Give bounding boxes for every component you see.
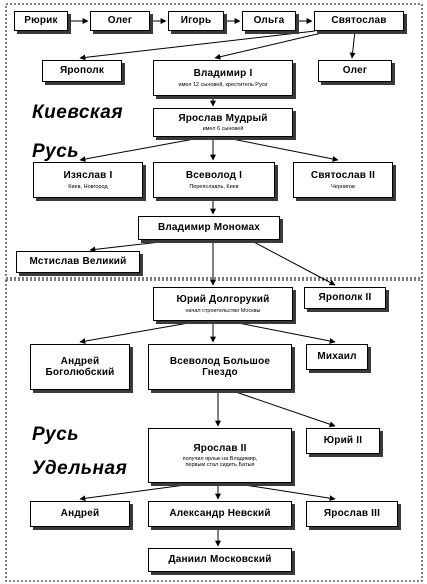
ruler-yaropolk-2 [304,287,386,309]
ruler-mstislav [16,251,140,273]
arrow-yaroslav-izyaslav [80,137,205,160]
ruler-vsevolod-1 [153,162,275,198]
ruler-yaroslav-mudry [153,108,293,137]
ruler-rurik [14,11,68,31]
ruler-oleg-2 [318,60,392,82]
ruler-name: Всеволод Большое Гнездо [169,355,271,378]
ruler-oleg [90,11,150,31]
ruler-aleksandr-nevsky [148,501,292,527]
ruler-note: начал строительство Москвы [185,307,261,314]
ruler-name: Ярополк [59,65,105,77]
ruler-igor [168,11,224,31]
ruler-name: Юрий II [323,435,363,447]
arrow-yaroslav2-yaroslav3 [232,483,335,499]
ruler-note: Переяславль, Киев [189,183,239,190]
ruler-name: Рюрик [24,15,58,27]
ruler-name: Олег [107,15,133,27]
ruler-name: Михаил [317,351,357,363]
ruler-name: Святослав [331,15,387,27]
ruler-andrey [30,501,130,527]
ruler-name: Ярослав III [323,508,381,520]
ruler-andrey-bogolyubsky [30,344,130,390]
ruler-svyatoslav [314,11,404,31]
arrow-dolgoruky-mikhail [228,321,335,342]
arrow-svyatoslav-yaropolk [80,31,315,58]
arrow-vsevolod-bg-yuri2 [230,390,335,426]
ruler-name: Святослав II [310,170,376,182]
ruler-name: Даниил Московский [168,554,272,566]
ruler-name: Ольга [253,15,285,27]
arrow-svyatoslav-oleg2 [352,31,355,58]
ruler-name: Изяслав I [63,170,113,182]
ruler-vladimir-1 [153,60,293,96]
ruler-name: Олег [342,65,368,77]
ruler-name: Владимир Мономах [157,222,261,234]
ruler-note: получил ярлык на Владимир, первым стал сидеть Батыя [182,456,258,469]
section-title-kievskaya: Киевская [32,102,124,123]
ruler-name: Всеволод I [185,170,243,182]
arrow-dolgoruky-andrey-bog [80,321,200,342]
ruler-yaroslav-3 [306,501,398,527]
arrow-yaroslav2-andrey [80,483,200,499]
arrow-svyatoslav-vladimir [215,31,330,58]
ruler-yaropolk [42,60,122,82]
arrow-monomakh-mstislav [90,240,178,250]
ruler-yaroslav-2 [148,428,292,483]
ruler-daniil-moskovsky [148,548,292,572]
ruler-mikhail [306,344,368,370]
ruler-name: Ярослав Мудрый [178,112,268,124]
section-title-udelnaya: Удельная [32,458,128,479]
ruler-name: Владимир I [193,68,253,80]
ruler-name: Ярополк II [318,292,372,304]
ruler-olga [242,11,296,31]
ruler-name: Александр Невский [169,508,271,520]
ruler-name: Юрий Долгорукий [176,294,270,306]
ruler-vsevolod-bolshoe-gnezdo [148,344,292,390]
ruler-name: Ярослав II [193,442,247,454]
ruler-monomakh [138,216,280,240]
ruler-name: Андрей [60,508,100,520]
ruler-izyaslav-1 [33,162,143,198]
ruler-dolgoruky [153,287,293,321]
ruler-name: Мстислав Великий [29,256,127,268]
section-title-rus-top: Русь [32,141,80,162]
ruler-yuri-2 [306,428,380,454]
ruler-name: Игорь [180,15,212,27]
ruler-note: имел 6 сыновей [202,126,244,133]
ruler-note: имел 12 сыновей, креститель Руси [178,81,268,88]
ruler-note: Чернигов [331,183,355,190]
ruler-name: Андрей Боголюбский [45,355,115,378]
arrow-yaroslav-svyatoslav2 [222,137,338,160]
section-title-rus-bottom: Русь [32,424,80,445]
ruler-note: Киев, Новгород [68,183,108,190]
ruler-svyatoslav-2 [293,162,393,198]
